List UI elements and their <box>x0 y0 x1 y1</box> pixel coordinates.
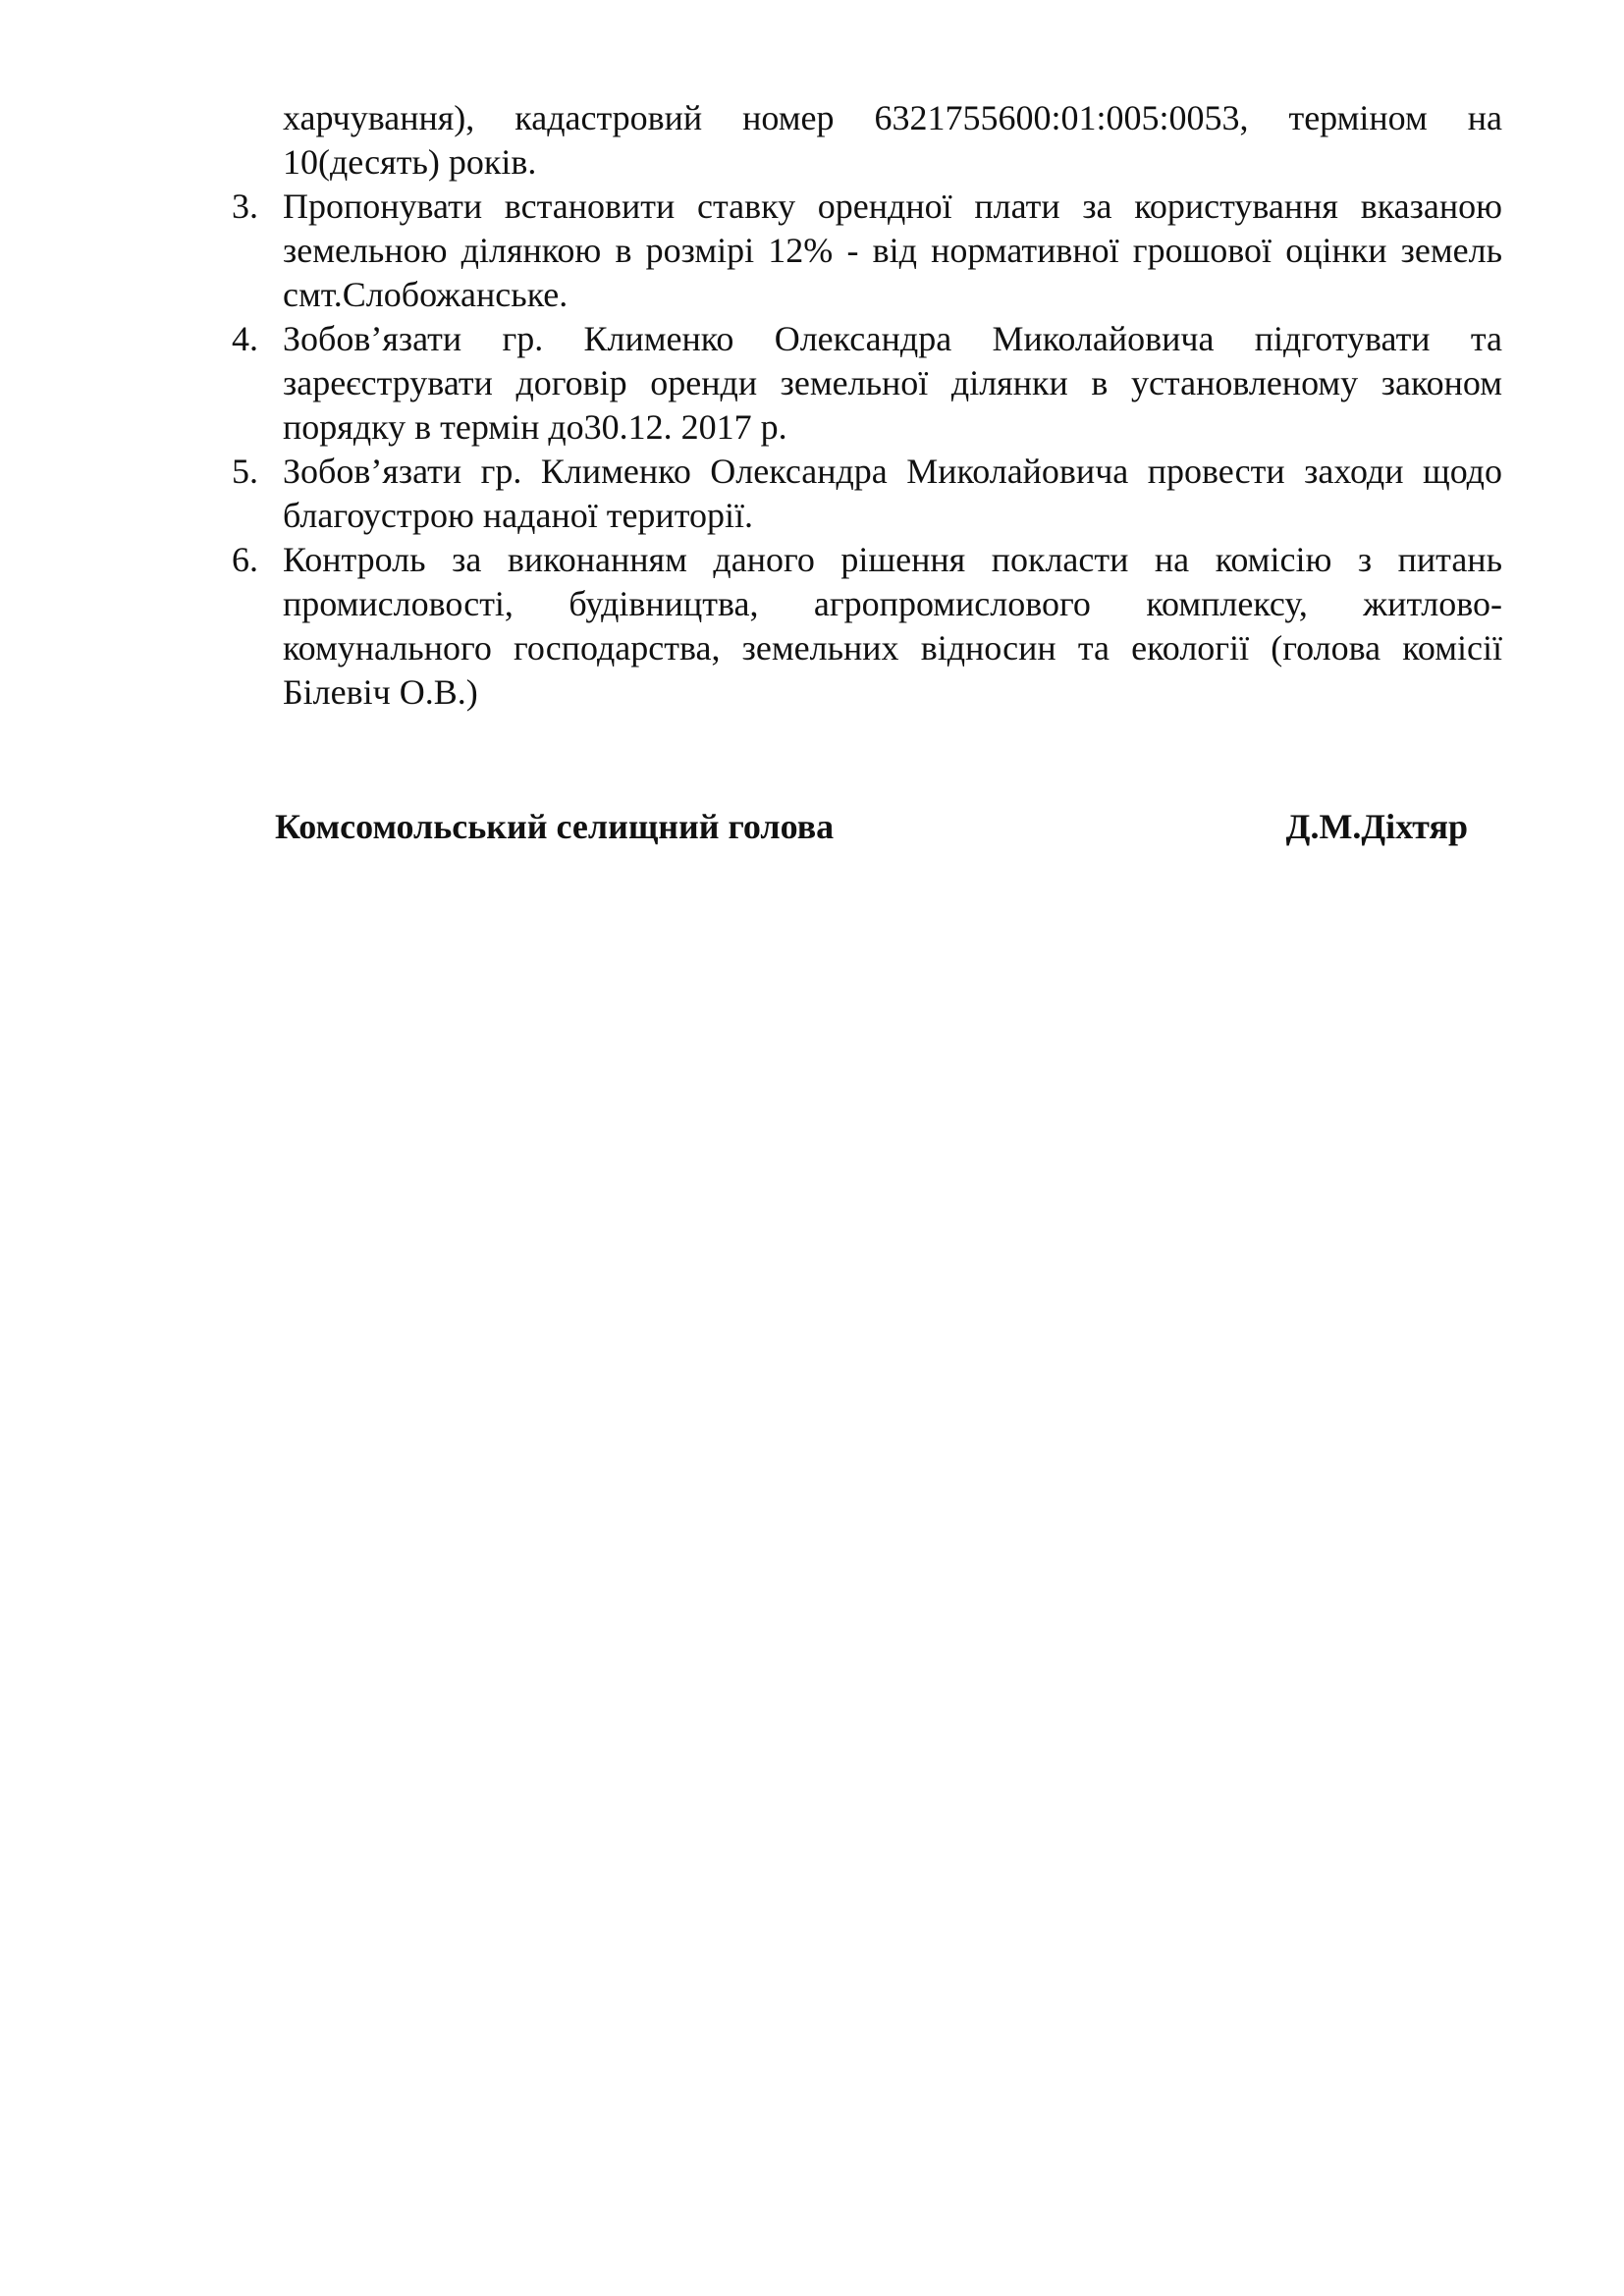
signatory-position: Комсомольський селищний голова <box>275 807 835 846</box>
signatory-name: Д.М.Діхтяр <box>1285 807 1468 846</box>
list-item-text: Пропонувати встановити ставку орендної плати за користування вказаною земельною ділянкою в розмірі 12% - від нормативної грошової оцінки земель смт.Слобожанське. <box>283 187 1502 314</box>
list-item-number: 4. <box>232 319 258 358</box>
list-item-text: Зобов’язати гр. Клименко Олександра Миколайовича підготувати та зареєструвати договір оренди земельної ділянки в установленому законом порядку в термін до30.12. 2017 р. <box>283 319 1502 447</box>
continuation-paragraph: харчування), кадастровий номер 6321755600:01:005:0053, терміном на 10(десять) років. <box>283 98 1502 182</box>
list-item-number: 6. <box>232 540 258 579</box>
decision-body <box>226 96 1502 715</box>
list-item-4 <box>226 317 1502 450</box>
list-item-3 <box>226 185 1502 317</box>
list-item-5 <box>226 450 1502 538</box>
signature-block <box>275 805 1468 849</box>
list-item-text: Контроль за виконанням даного рішення покласти на комісію з питань промисловості, будівництва, агропромислового комплексу, житлово-комунального господарства, земельних відносин та екології (голова комісії Білевіч О.В.) <box>283 540 1502 712</box>
list-item-number: 3. <box>232 187 258 226</box>
list-item-6 <box>226 538 1502 715</box>
list-item-number: 5. <box>232 452 258 491</box>
list-item-text: Зобов’язати гр. Клименко Олександра Миколайовича провести заходи щодо благоустрою наданої території. <box>283 452 1502 535</box>
